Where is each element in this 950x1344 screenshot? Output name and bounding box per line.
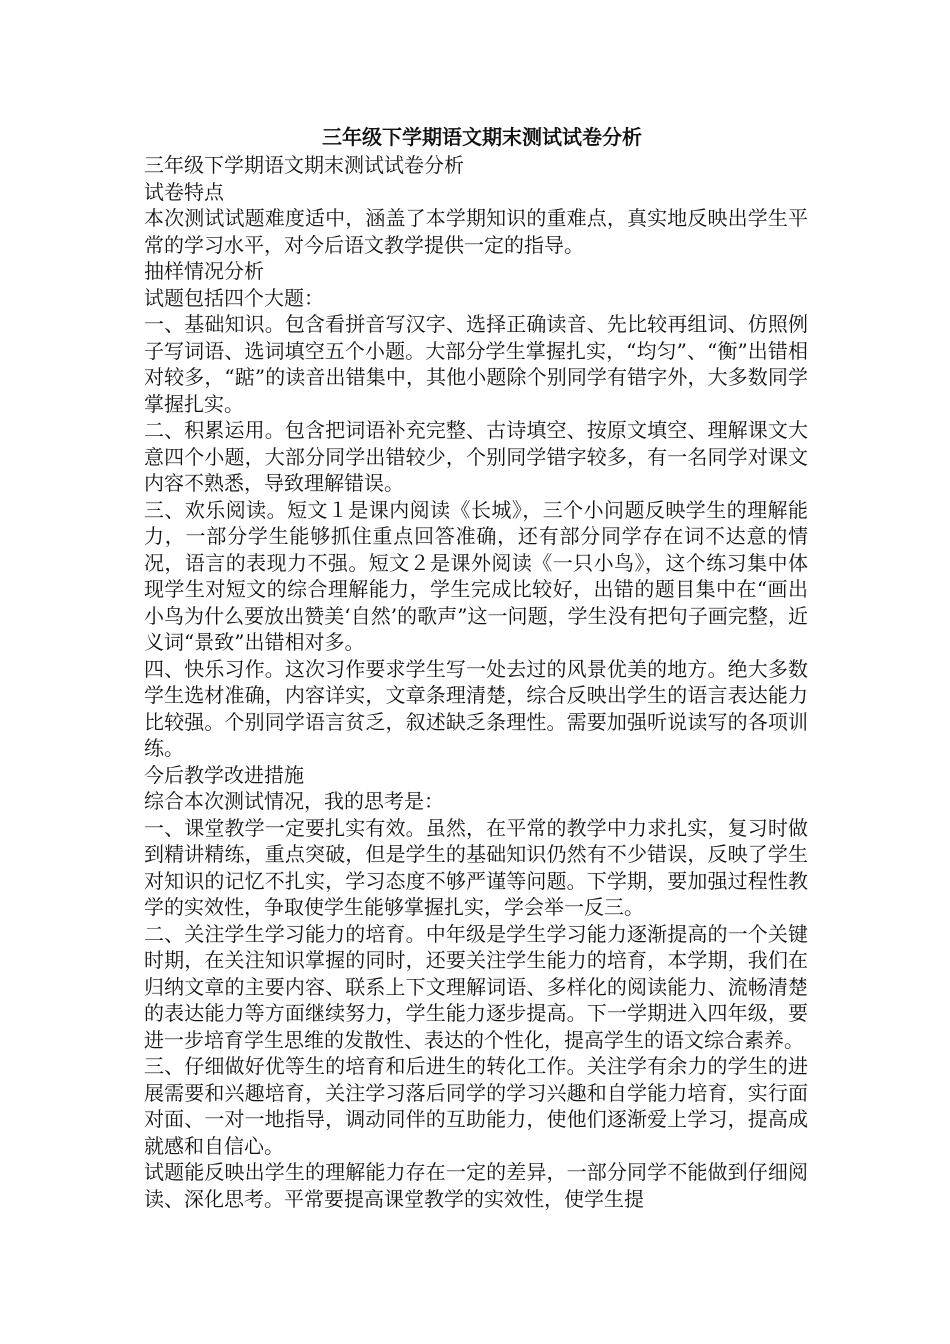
document-title: 三年级下学期语文期末测试试卷分析 bbox=[322, 125, 642, 149]
section-heading-improvement: 今后教学改进措施 bbox=[144, 762, 304, 787]
paragraph-improvement-2: 二、关注学生学习能力的培育。中年级是学生学习能力逐渐提高的一个关键时期，在关注知识掌握的同时，还要关注学生能力的培育，本学期，我们在归纳文章的主要内容、联系上下文理解词语、多样化的阅读能力、流畅清楚的表达能力等方面继续努力，学生能力逐步提高。下一学期进入四年级，要进一步培育学生思维的发散性、表达的个性化，提高学生的语文综合素养。 bbox=[144, 921, 808, 1052]
paragraph-question-intro: 试题包括四个大题： bbox=[144, 285, 324, 310]
paragraph-improvement-3: 三、仔细做好优等生的培育和后进生的转化工作。关注学有余力的学生的进展需要和兴趣培育，关注学习落后同学的学习兴趣和自学能力培育，实行面对面、一对一地指导，调动同伴的互助能力，使他们逐渐爱上学习，提高成就感和自信心。 bbox=[144, 1054, 808, 1158]
subtitle-paragraph: 三年级下学期语文期末测试试卷分析 bbox=[144, 153, 464, 177]
paragraph-reading: 三、欢乐阅读。短文１是课内阅读《长城》，三个小问题反映学生的理解能力，一部分学生能够抓住重点回答准确，还有部分同学存在词不达意的情况，语言的表现力不强。短文２是课外阅读《一只小鸟》，这个练习集中体现学生对短文的综合理解能力，学生完成比较好，出错的题目集中在“画出小鸟为什么要放出赞美‘自然’的歌声”这一问题，学生没有把句子画完整，近义词“景致”出错相对多。 bbox=[144, 497, 808, 654]
section-heading-sampling: 抽样情况分析 bbox=[144, 259, 264, 283]
paragraph-closing: 试题能反映出学生的理解能力存在一定的差异，一部分同学不能做到仔细阅读、深化思考。平常要提高课堂教学的实效性，使学生提 bbox=[144, 1160, 808, 1211]
paragraph-basic-knowledge: 一、基础知识。包含看拼音写汉字、选择正确读音、先比较再组词、仿照例子写词语、选词填空五个小题。大部分学生掌握扎实，“均匀”、“衡”出错相对较多，“踮”的读音出错集中，其他小题除个别同学有错字外，大多数同学掌握扎实。 bbox=[144, 312, 808, 416]
paragraph-accumulation: 二、积累运用。包含把词语补充完整、古诗填空、按原文填空、理解课文大意四个小题，大部分同学出错较少，个别同学错字较多，有一名同学对课文内容不熟悉，导致理解错误。 bbox=[144, 418, 808, 495]
document-body bbox=[144, 123, 808, 1212]
paragraph-improvement-1: 一、课堂教学一定要扎实有效。虽然，在平常的教学中力求扎实，复习时做到精讲精练，重点突破，但是学生的基础知识仍然有不少错误，反映了学生对知识的记忆不扎实，学习态度不够严谨等问题。下学期，要加强过程性教学的实效性，争取使学生能够掌握扎实，学会举一反三。 bbox=[144, 815, 808, 919]
section-heading-features: 试卷特点 bbox=[144, 179, 224, 204]
paragraph-features: 本次测试试题难度适中，涵盖了本学期知识的重难点，真实地反映出学生平常的学习水平，对今后语文教学提供一定的指导。 bbox=[144, 206, 808, 257]
paragraph-reflection-intro: 综合本次测试情况，我的思考是： bbox=[144, 789, 444, 813]
paragraph-writing: 四、快乐习作。这次习作要求学生写一处去过的风景优美的地方。绝大多数学生选材准确，内容详实，文章条理清楚，综合反映出学生的语言表达能力比较强。个别同学语言贫乏，叙述缺乏条理性。需要加强听说读写的各项训练。 bbox=[144, 656, 808, 760]
